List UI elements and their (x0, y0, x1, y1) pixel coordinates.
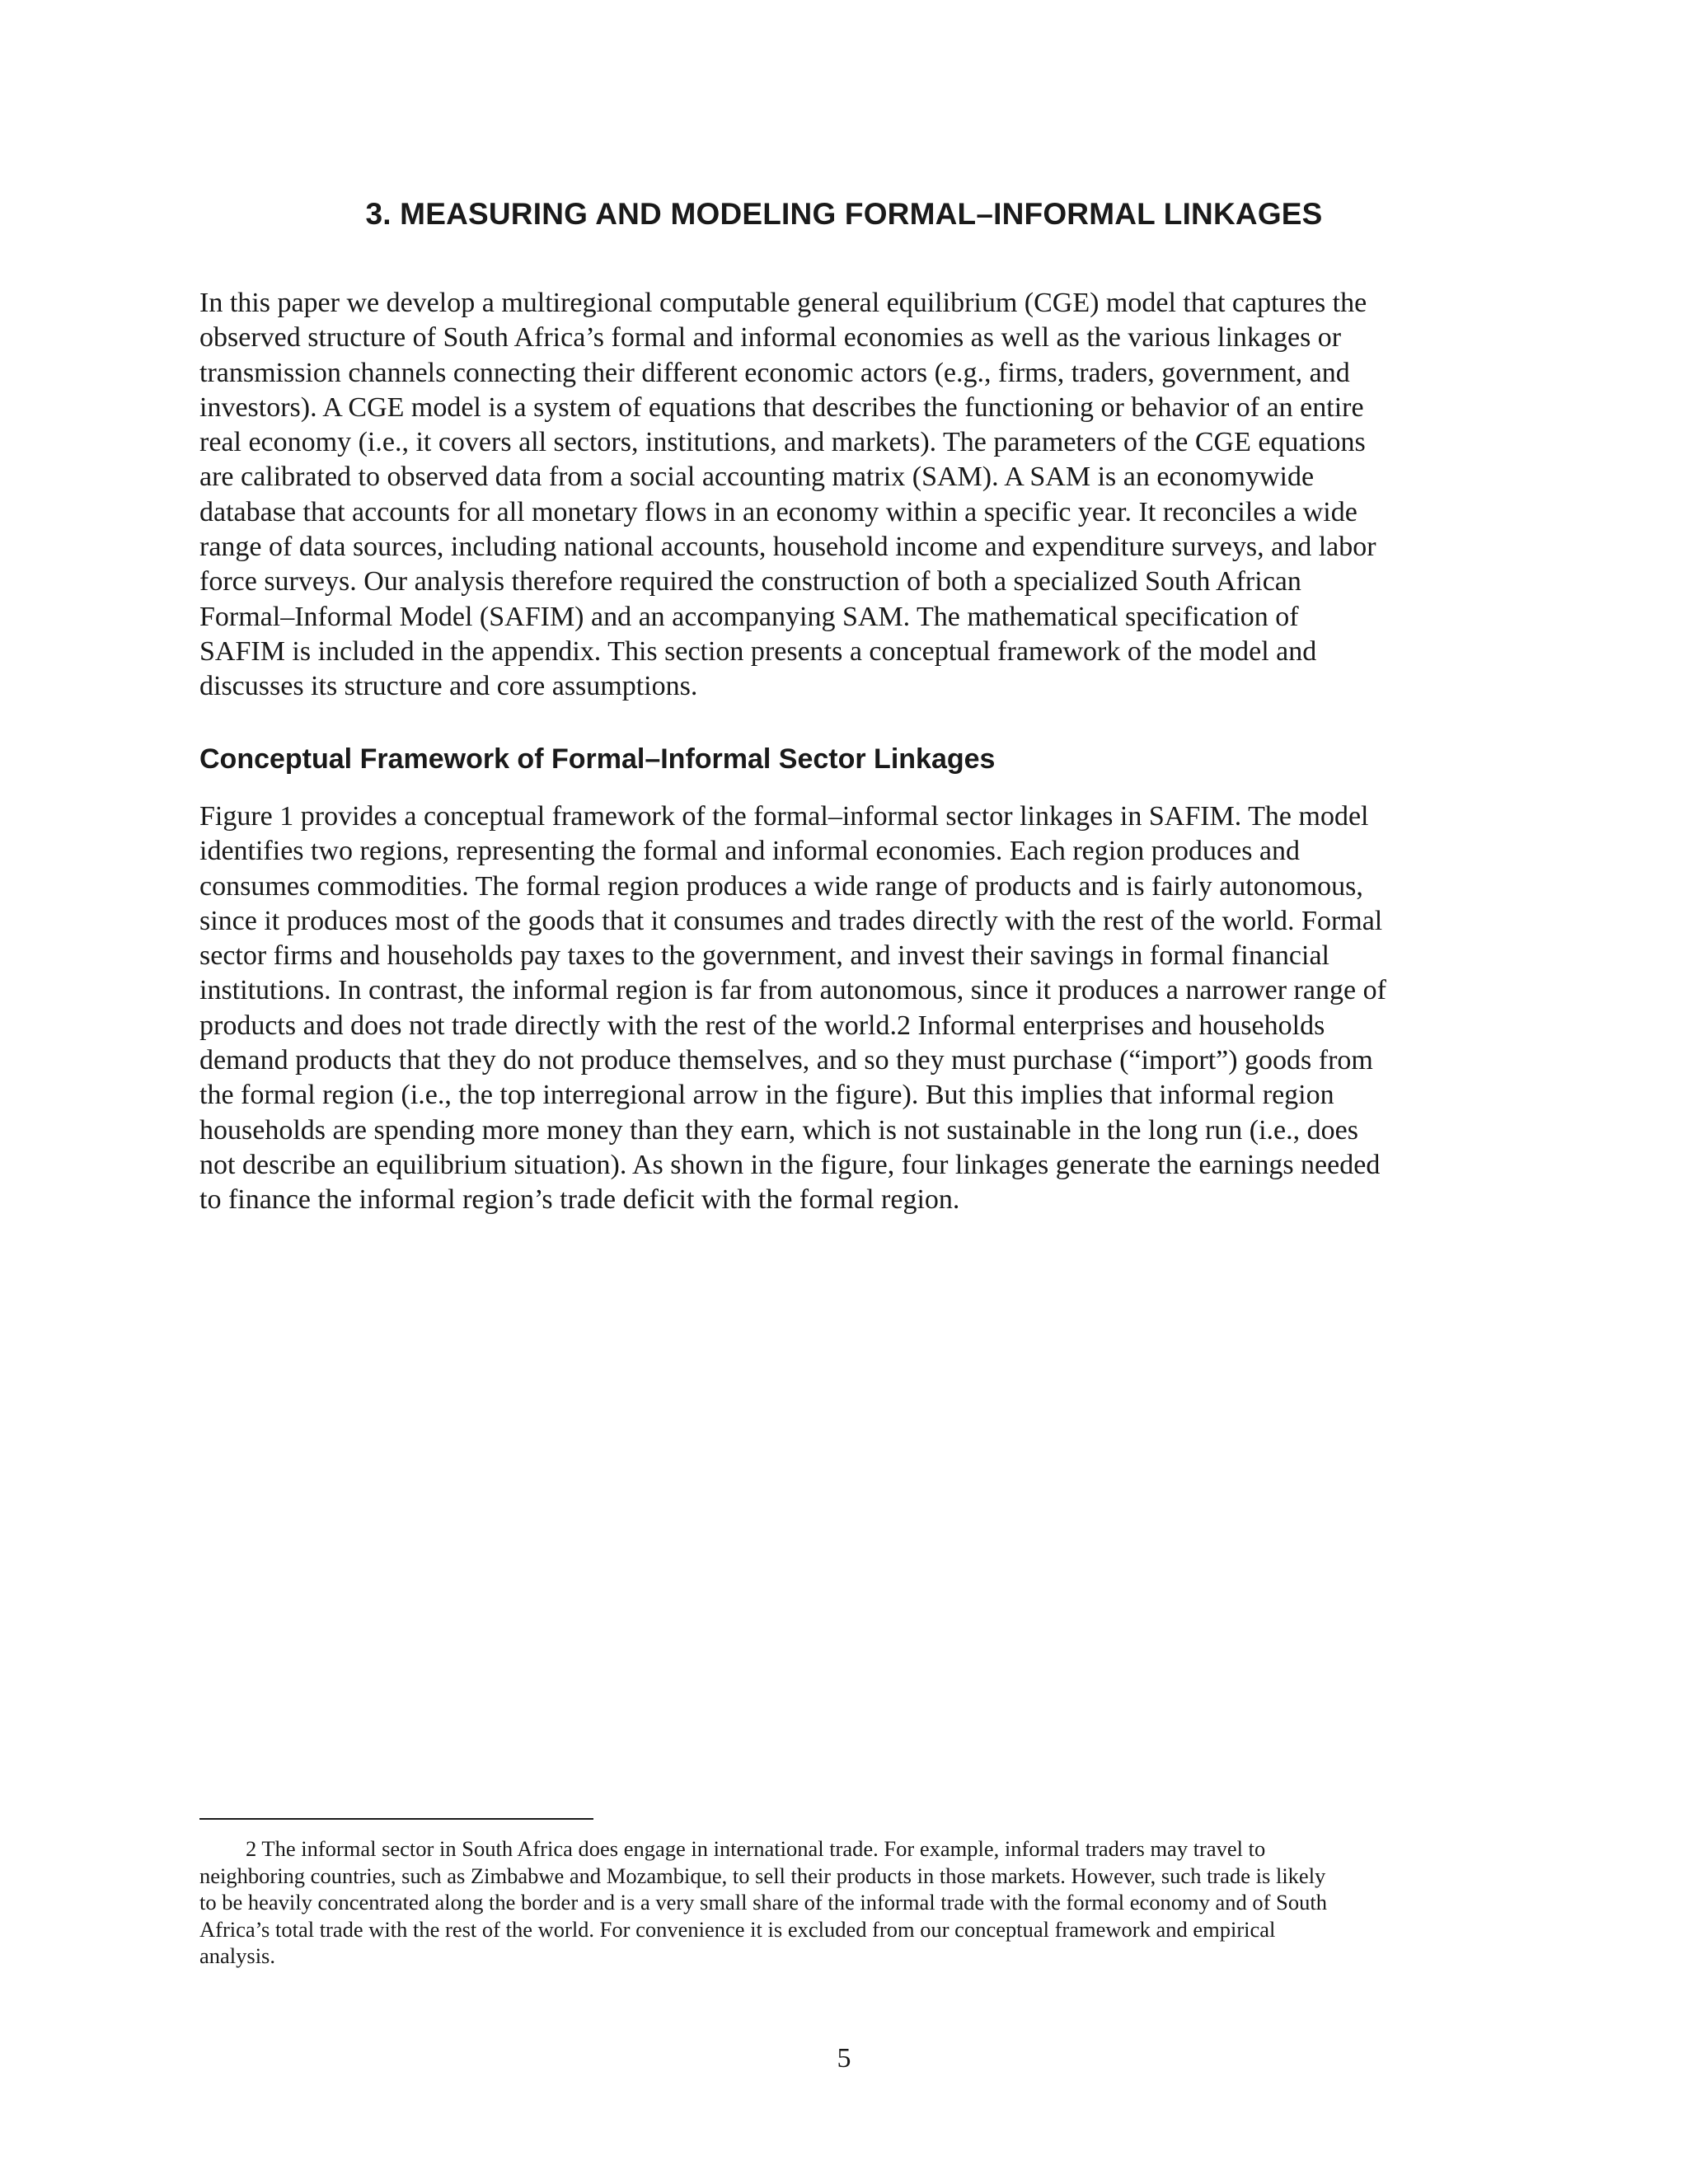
section-title: 3. MEASURING AND MODELING FORMAL–INFORMAL LINKAGES (365, 197, 1323, 231)
footnote-2 (199, 1835, 1502, 1970)
paragraph-line: discusses its structure and core assumptions. (199, 671, 698, 702)
paragraph-line: transmission channels connecting their different economic actors (e.g., firms, traders, government, and (199, 357, 1350, 388)
paragraph-line: to finance the informal region’s trade deficit with the formal region. (199, 1184, 960, 1216)
paragraph-line: real economy (i.e., it covers all sectors, institutions, and markets). The parameters of the CGE equations (199, 427, 1366, 458)
paragraph-line: not describe an equilibrium situation). As shown in the figure, four linkages generate the earnings needed (199, 1149, 1381, 1180)
paragraph-line: Figure 1 provides a conceptual framework of the formal–informal sector linkages in SAFIM. The model (199, 801, 1369, 832)
footnote-line: 2 The informal sector in South Africa does engage in international trade. For example, informal traders may travel to (246, 1836, 1266, 1861)
paragraph-line: In this paper we develop a multiregional computable general equilibrium (CGE) model that captures the (199, 288, 1367, 318)
paragraph-line: identifies two regions, representing the formal and informal economies. Each region produces and (199, 836, 1301, 867)
paragraph-line: since it produces most of the goods that it consumes and trades directly with the rest of the world. Formal (199, 905, 1383, 936)
paragraph-line: Formal–Informal Model (SAFIM) and an accompanying SAM. The mathematical specification of (199, 601, 1299, 632)
paragraph-line: force surveys. Our analysis therefore required the construction of both a specialized South African (199, 566, 1301, 598)
paragraph-line: demand products that they do not produce themselves, and so they must purchase (“import”) goods from (199, 1045, 1373, 1076)
footnote-line: analysis. (199, 1943, 275, 1969)
paragraph-line: range of data sources, including national accounts, household income and expenditure surveys, and labor (199, 532, 1376, 563)
paragraph-line: products and does not trade directly with the rest of the world.2 Informal enterprises and households (199, 1010, 1325, 1041)
footnote-line: neighboring countries, such as Zimbabwe and Mozambique, to sell their products in those markets. However, such trade is likely (199, 1863, 1326, 1888)
intro-paragraph (199, 286, 1502, 705)
paragraph-line: observed structure of South Africa’s formal and informal economies as well as the various linkages or (199, 322, 1342, 354)
subsection-heading: Conceptual Framework of Formal–Informal Sector Linkages (199, 743, 996, 775)
paragraph-line: institutions. In contrast, the informal region is far from autonomous, since it produces a narrower range of (199, 975, 1386, 1006)
paragraph-line: SAFIM is included in the appendix. This section presents a conceptual framework of the model and (199, 635, 1317, 667)
paragraph-line: investors). A CGE model is a system of equations that describes the functioning or behavior of an entire (199, 391, 1364, 423)
footnote-line: Africa’s total trade with the rest of the world. For convenience it is excluded from our conceptual framework and empirical (199, 1916, 1276, 1942)
paragraph-line: households are spending more money than they earn, which is not sustainable in the long run (i.e., does (199, 1114, 1358, 1146)
paragraph-line: sector firms and households pay taxes to the government, and invest their savings in formal financial (199, 940, 1329, 972)
footnote-divider (199, 1818, 593, 1820)
paragraph-line: are calibrated to observed data from a social accounting matrix (SAM). A SAM is an economywide (199, 462, 1315, 493)
paragraph-line: the formal region (i.e., the top interregional arrow in the figure). But this implies that informal region (199, 1080, 1334, 1111)
paragraph-line: consumes commodities. The formal region produces a wide range of products and is fairly autonomous, (199, 870, 1363, 902)
footnote-line: to be heavily concentrated along the border and is a very small share of the informal trade with the formal economy and of South (199, 1890, 1327, 1915)
paragraph-line: database that accounts for all monetary flows in an economy within a specific year. It reconciles a wide (199, 496, 1357, 527)
page-number: 5 (837, 2043, 851, 2074)
framework-paragraph (199, 799, 1502, 1218)
